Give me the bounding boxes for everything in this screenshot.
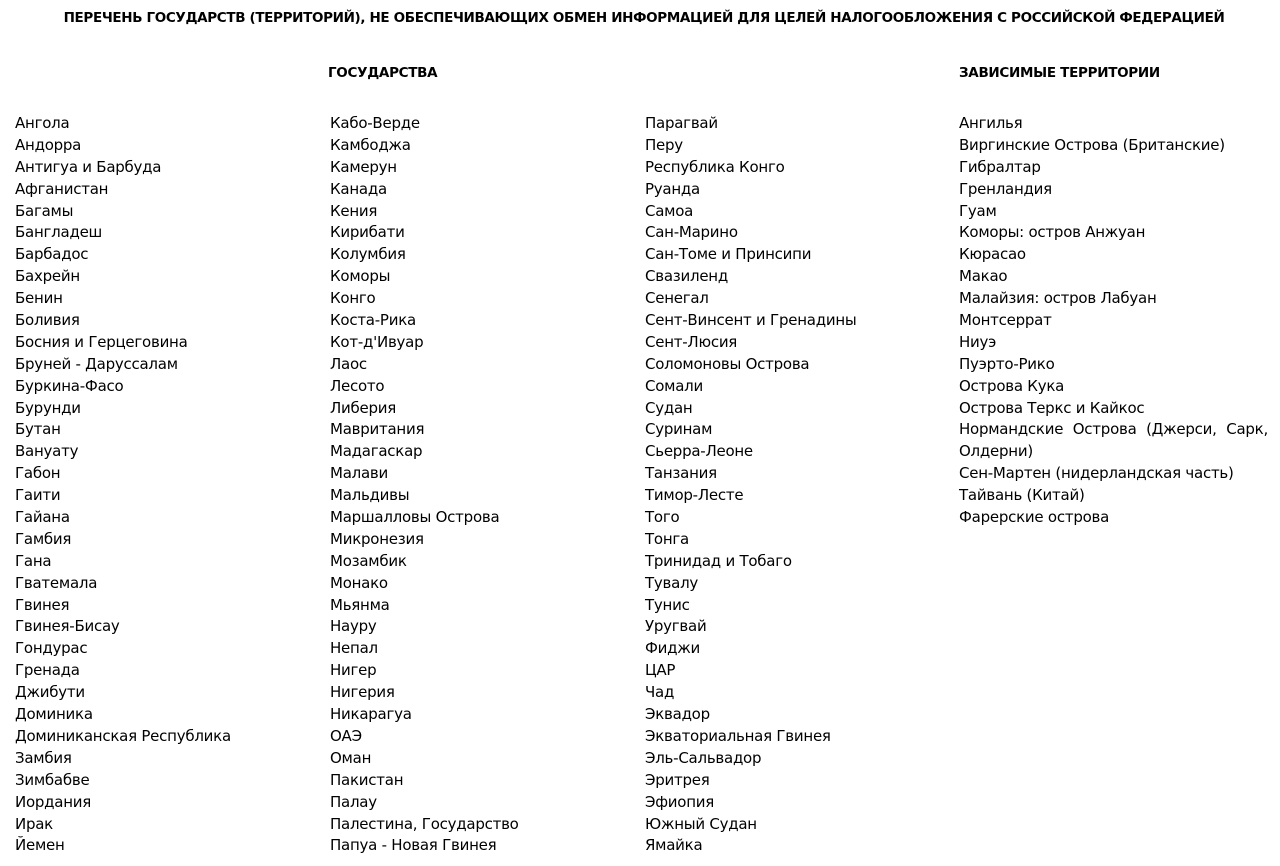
state-item: Ирак — [15, 814, 53, 833]
state-item: Зимбабве — [15, 770, 90, 789]
state-item: Сент-Люсия — [645, 332, 738, 351]
document-title: ПЕРЕЧЕНЬ ГОСУДАРСТВ (ТЕРРИТОРИЙ), НЕ ОБЕСПЕЧИВАЮЩИХ ОБМЕН ИНФОРМАЦИЕЙ ДЛЯ ЦЕЛЕЙ НАЛОГООБЛОЖЕНИЯ С РОССИЙСКОЙ ФЕДЕРАЦИЕЙ — [63, 10, 1225, 26]
state-item: Сент-Винсент и Гренадины — [645, 311, 857, 330]
state-item: Эритрея — [645, 770, 710, 789]
states-column-3 — [645, 113, 945, 857]
state-item: Оман — [330, 748, 372, 767]
state-item: Боливия — [15, 311, 80, 330]
states-column-2 — [330, 113, 630, 857]
territory-item: Монтсеррат — [959, 311, 1052, 330]
territory-item: Пуэрто-Рико — [959, 354, 1055, 373]
state-item: Вануату — [15, 442, 79, 461]
state-item: Гватемала — [15, 573, 98, 592]
state-item: Пакистан — [330, 770, 404, 789]
state-item: Гана — [15, 551, 52, 570]
state-item: Камбоджа — [330, 135, 411, 154]
state-item: Эквадор — [645, 705, 710, 724]
state-item: Свазиленд — [645, 267, 728, 286]
state-item: Кот-д'Ивуар — [330, 332, 424, 351]
state-item: Гондурас — [15, 639, 88, 658]
state-item: Танзания — [645, 464, 717, 483]
state-item: Папуа - Новая Гвинея — [330, 836, 497, 855]
territory-item: Гуам — [959, 201, 997, 220]
state-item: Колумбия — [330, 245, 406, 264]
state-item: Гвинея-Бисау — [15, 617, 120, 636]
territory-item: Нормандские Острова (Джерси, Сарк, Олдерни) — [959, 420, 1268, 461]
state-item: Кирибати — [330, 223, 405, 242]
territory-item: Гибралтар — [959, 157, 1041, 176]
state-item: Бахрейн — [15, 267, 80, 286]
state-item: Самоа — [645, 201, 694, 220]
state-item: Бурунди — [15, 398, 81, 417]
state-item: Фиджи — [645, 639, 701, 658]
state-item: Мьянма — [330, 595, 390, 614]
state-item: Мозамбик — [330, 551, 407, 570]
state-item: Гайана — [15, 508, 70, 527]
state-item: Босния и Герцеговина — [15, 332, 188, 351]
state-item: Мавритания — [330, 420, 425, 439]
state-item: Палестина, Государство — [330, 814, 519, 833]
state-item: Камерун — [330, 157, 397, 176]
state-item: Тонга — [645, 529, 689, 548]
state-item: Нигерия — [330, 683, 395, 702]
states-heading: ГОСУДАРСТВА — [328, 65, 438, 81]
state-item: Бенин — [15, 289, 63, 308]
state-item: Доминика — [15, 705, 93, 724]
territory-item: Гренландия — [959, 179, 1052, 198]
state-item: Ямайка — [645, 836, 703, 855]
state-item: Сан-Марино — [645, 223, 738, 242]
state-item: Антигуа и Барбуда — [15, 157, 162, 176]
state-item: ОАЭ — [330, 726, 362, 745]
state-item: Буркина-Фасо — [15, 376, 124, 395]
state-item: Руанда — [645, 179, 700, 198]
territory-item: Острова Теркс и Кайкос — [959, 398, 1145, 417]
state-item: Тувалу — [645, 573, 699, 592]
state-item: Гренада — [15, 661, 80, 680]
state-item: Коморы — [330, 267, 391, 286]
territory-item: Макао — [959, 267, 1008, 286]
state-item: Андорра — [15, 135, 82, 154]
state-item: Багамы — [15, 201, 74, 220]
state-item: Гамбия — [15, 529, 72, 548]
state-item: Микронезия — [330, 529, 424, 548]
state-item: Парагвай — [645, 114, 718, 132]
territory-item: Ангилья — [959, 114, 1023, 132]
state-item: Конго — [330, 289, 376, 308]
territories-heading: ЗАВИСИМЫЕ ТЕРРИТОРИИ — [959, 65, 1160, 81]
state-item: Нигер — [330, 661, 377, 680]
state-item: Кения — [330, 201, 378, 220]
state-item: Южный Судан — [645, 814, 757, 833]
state-item: Того — [645, 508, 680, 527]
territory-item: Фарерские острова — [959, 508, 1110, 527]
state-item: Габон — [15, 464, 61, 483]
state-item: Сомали — [645, 376, 703, 395]
state-item: Экваториальная Гвинея — [645, 726, 831, 745]
state-item: Ангола — [15, 114, 70, 132]
state-item: Гаити — [15, 486, 61, 505]
state-item: Никарагуа — [330, 705, 412, 724]
state-item: Бутан — [15, 420, 61, 439]
state-item: Тунис — [645, 595, 690, 614]
states-column-1 — [15, 113, 315, 857]
state-item: Лаос — [330, 354, 367, 373]
state-item: Коста-Рика — [330, 311, 416, 330]
state-item: Бангладеш — [15, 223, 103, 242]
state-item: Судан — [645, 398, 693, 417]
state-item: Науру — [330, 617, 377, 636]
state-item: Бруней - Даруссалам — [15, 354, 178, 373]
state-item: Доминиканская Республика — [15, 726, 231, 745]
state-item: Сан-Томе и Принсипи — [645, 245, 812, 264]
state-item: Монако — [330, 573, 388, 592]
state-item: Маршалловы Острова — [330, 508, 500, 527]
state-item: Палау — [330, 792, 377, 811]
territory-item: Острова Кука — [959, 376, 1065, 395]
state-item: Барбадос — [15, 245, 89, 264]
territory-item: Сен-Мартен (нидерландская часть) — [959, 464, 1234, 483]
state-item: Кабо-Верде — [330, 114, 420, 132]
state-item: Лесото — [330, 376, 385, 395]
state-item: Тринидад и Тобаго — [645, 551, 792, 570]
state-item: Йемен — [15, 836, 65, 855]
territories-column — [959, 113, 1268, 529]
state-item: Республика Конго — [645, 157, 785, 176]
state-item: ЦАР — [645, 661, 676, 680]
territory-item: Ниуэ — [959, 332, 997, 351]
territory-item: Виргинские Острова (Британские) — [959, 135, 1225, 154]
state-item: Чад — [645, 683, 675, 702]
state-item: Замбия — [15, 748, 72, 767]
state-item: Эфиопия — [645, 792, 715, 811]
territory-item: Малайзия: остров Лабуан — [959, 289, 1157, 308]
state-item: Непал — [330, 639, 378, 658]
territory-item: Коморы: остров Анжуан — [959, 223, 1146, 242]
state-item: Джибути — [15, 683, 85, 702]
state-item: Сенегал — [645, 289, 709, 308]
state-item: Гвинея — [15, 595, 70, 614]
territory-item: Кюрасао — [959, 245, 1026, 264]
state-item: Либерия — [330, 398, 397, 417]
state-item: Эль-Сальвадор — [645, 748, 762, 767]
state-item: Соломоновы Острова — [645, 354, 810, 373]
state-item: Уругвай — [645, 617, 707, 636]
state-item: Тимор-Лесте — [645, 486, 744, 505]
state-item: Мальдивы — [330, 486, 410, 505]
territory-item: Тайвань (Китай) — [959, 486, 1085, 505]
state-item: Мадагаскар — [330, 442, 423, 461]
state-item: Малави — [330, 464, 389, 483]
state-item: Канада — [330, 179, 387, 198]
state-item: Иордания — [15, 792, 92, 811]
state-item: Сьерра-Леоне — [645, 442, 753, 461]
state-item: Перу — [645, 135, 683, 154]
state-item: Суринам — [645, 420, 713, 439]
state-item: Афганистан — [15, 179, 109, 198]
